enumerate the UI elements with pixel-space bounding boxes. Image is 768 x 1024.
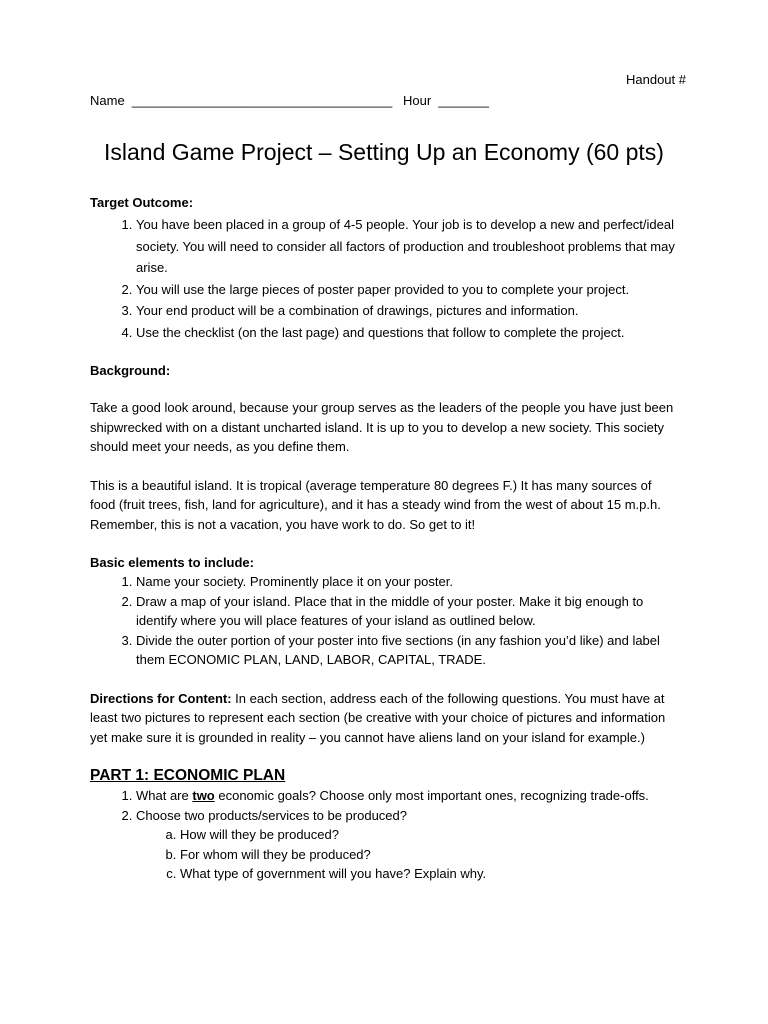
list-item [136, 806, 680, 884]
list-item: 3. Divide the outer portion of your poster into five sections (in any fashion you’d like) and label them ECONOMIC PLAN, LAND, LABOR, CAPITAL, TRADE. [136, 631, 680, 670]
background-heading: Background: [90, 363, 171, 378]
basic-elements-heading: Basic elements to include: [90, 555, 254, 570]
list-item: 1. You have been placed in a group of 4-5 people. Your job is to develop a new and perfect/ideal society. You will need to consider all factors of production and troubleshoot problems that may arise. [136, 214, 680, 279]
page-title: Island Game Project – Setting Up an Economy (60 pts) [104, 139, 664, 165]
handout-number-label: Handout # [626, 72, 686, 87]
target-outcome-heading: Target Outcome: [90, 195, 194, 210]
part1-heading: PART 1: ECONOMIC PLAN [90, 767, 286, 784]
directions-text: In each section, address each of the following questions. You must have at least two pictures to represent each section (be creative with your choice of pictures and information yet make sure it is grounded in reality – you cannot have aliens land on your island for example.) [90, 690, 666, 745]
sub-list-item: b. For whom will they be produced? [180, 845, 680, 865]
emphasis-text: two [192, 788, 215, 803]
background-paragraph-1: Take a good look around, because your group serves as the leaders of the people you have just been shipwrecked with on a distant uncharted island. It is up to you to develop a new society. This society should meet your needs, as you define them. [90, 400, 674, 454]
list-item: 2. You will use the large pieces of poster paper provided to you to complete your project. [136, 279, 680, 301]
list-item: 1. Name your society. Prominently place it on your poster. [136, 572, 680, 592]
part1-question-list [90, 786, 680, 884]
list-item [136, 786, 680, 806]
sub-list-item: c. What type of government will you have? Explain why. [180, 864, 680, 884]
document-body [90, 193, 680, 884]
target-outcome-list [90, 214, 680, 343]
name-hour-line: Name ____________________________________ Hour _______ [90, 93, 490, 108]
list-item: 3. Your end product will be a combination of drawings, pictures and information. [136, 300, 680, 322]
question-text: Choose two products/services to be produced? [136, 807, 407, 823]
directions-paragraph [90, 689, 680, 748]
list-item: 2. Draw a map of your island. Place that in the middle of your poster. Make it big enough to identify where you will place features of your island as outlined below. [136, 592, 680, 631]
background-paragraph-2: This is a beautiful island. It is tropical (average temperature 80 degrees F.) It has many sources of food (fruit trees, fish, land for agriculture), and it has a steady wind from the west of about 15 m.p.h. Remember, this is not a vacation, you have work to do. So get to it! [90, 477, 661, 532]
question-text: economic goals? Choose only most important ones, recognizing trade-offs. [214, 788, 649, 803]
list-item: 4. Use the checklist (on the last page) and questions that follow to complete the project. [136, 322, 680, 344]
sub-list-item: a. How will they be produced? [180, 825, 680, 845]
question-text: What are [136, 788, 193, 803]
directions-label: Directions for Content: [90, 690, 232, 706]
basic-elements-list [90, 572, 680, 670]
part1-sub-list [136, 825, 680, 884]
